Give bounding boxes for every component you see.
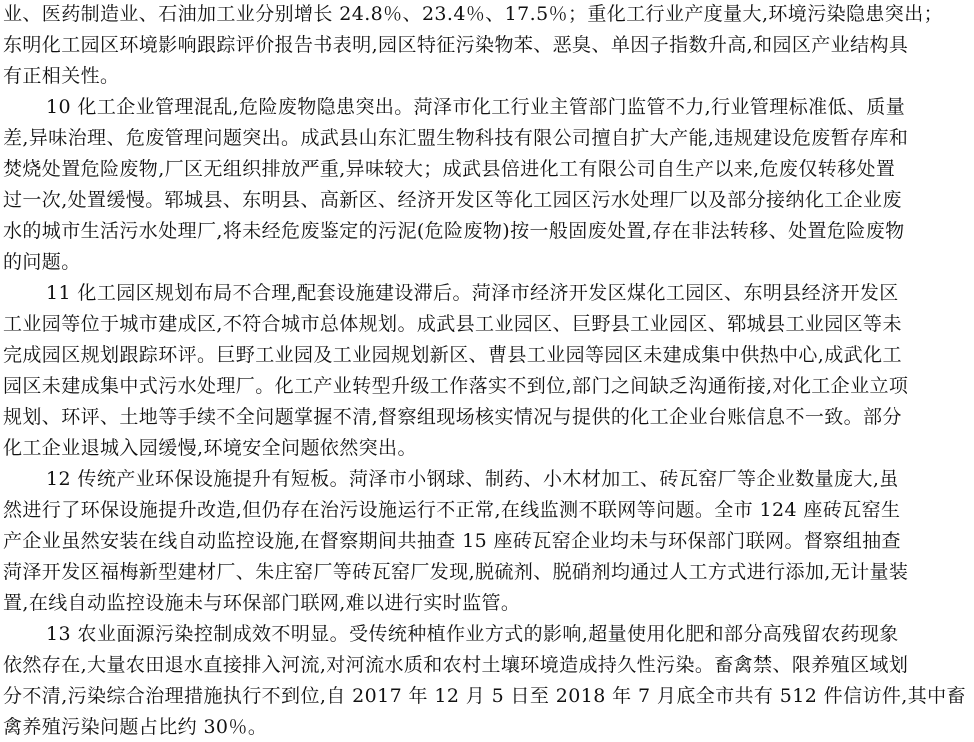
text-line: 工业园等位于城市建成区,不符合城市总体规划。成武县工业园区、巨野县工业园区、郓城县工业园区等未 [3, 313, 902, 335]
paragraph-11-heading-line: 11 化工园区规划布局不合理,配套设施建设滞后。菏泽市经济开发区煤化工园区、东明县经济开发区 [46, 282, 899, 304]
text-line: 依然存在,大量农田退水直接排入河流,对河流水质和农村土壤环境造成持久性污染。畜禽禁、限养殖区域划 [3, 654, 909, 676]
text-line: 焚烧处置危险废物,厂区无组织排放严重,异味较大；成武县倍进化工有限公司自生产以来,危废仅转移处置 [3, 158, 896, 180]
text-line: 过一次,处置缓慢。郓城县、东明县、高新区、经济开发区等化工园区污水处理厂以及部分接纳化工企业废 [3, 189, 902, 211]
text-line: 菏泽开发区福梅新型建材厂、朱庄窑厂等砖瓦窑厂发现,脱硫剂、脱硝剂均通过人工方式进行添加,无计量装 [3, 561, 909, 583]
text-line: 分不清,污染综合治理措施执行不到位,自 2017 年 12 月 5 日至 2018 年 7 月底全市共有 512 件信访件,其中畜 [3, 685, 966, 707]
text-line: 然进行了环保设施提升改造,但仍存在治污设施运行不正常,在线监测不联网等问题。全市 124 座砖瓦窑生 [3, 499, 901, 521]
paragraph-10-heading-line: 10 化工企业管理混乱,危险废物隐患突出。菏泽市化工行业主管部门监管不力,行业管理标准低、质量 [46, 96, 906, 118]
text-line: 禽养殖污染问题占比约 30％。 [3, 716, 268, 738]
text-line: 完成园区规划跟踪环评。巨野工业园及工业园规划新区、曹县工业园等园区未建成集中供热中心,成武化工 [3, 344, 902, 366]
text-line: 水的城市生活污水处理厂,将未经危废鉴定的污泥(危险废物)按一般固废处置,存在非法转移、处置危险废物 [3, 220, 905, 242]
text-line: 业、医药制造业、石油加工业分别增长 24.8％、23.4％、17.5％；重化工行业产度量大,环境污染隐患突出； [3, 3, 943, 25]
paragraph-12-heading-line: 12 传统产业环保设施提升有短板。菏泽市小钢球、制药、小木材加工、砖瓦窑厂等企业数量庞大,虽 [46, 468, 899, 490]
text-line: 园区未建成集中式污水处理厂。化工产业转型升级工作落实不到位,部门之间缺乏沟通衔接,对化工企业立项 [3, 375, 909, 397]
text-line: 的问题。 [3, 251, 81, 273]
text-line: 置,在线自动监控设施未与环保部门联网,难以进行实时监管。 [3, 592, 521, 614]
text-line: 规划、环评、土地等手续不全问题掌握不清,督察组现场核实情况与提供的化工企业台账信息不一致。部分 [3, 406, 902, 428]
text-line: 产企业虽然安装在线自动监控设施,在督察期间共抽查 15 座砖瓦窑企业均未与环保部门联网。督察组抽查 [3, 530, 901, 552]
text-line: 差,异味治理、危废管理问题突出。成武县山东汇盟生物科技有限公司擅自扩大产能,违规建设危废暂存库和 [3, 127, 909, 149]
text-line: 东明化工园区环境影响跟踪评价报告书表明,园区特征污染物苯、恶臭、单因子指数升高,和园区产业结构具 [3, 34, 909, 56]
paragraph-13-heading-line: 13 农业面源污染控制成效不明显。受传统种植作业方式的影响,超量使用化肥和部分高残留农药现象 [46, 623, 899, 645]
text-line: 化工企业退城入园缓慢,环境安全问题依然突出。 [3, 437, 417, 459]
text-line: 有正相关性。 [3, 65, 120, 87]
